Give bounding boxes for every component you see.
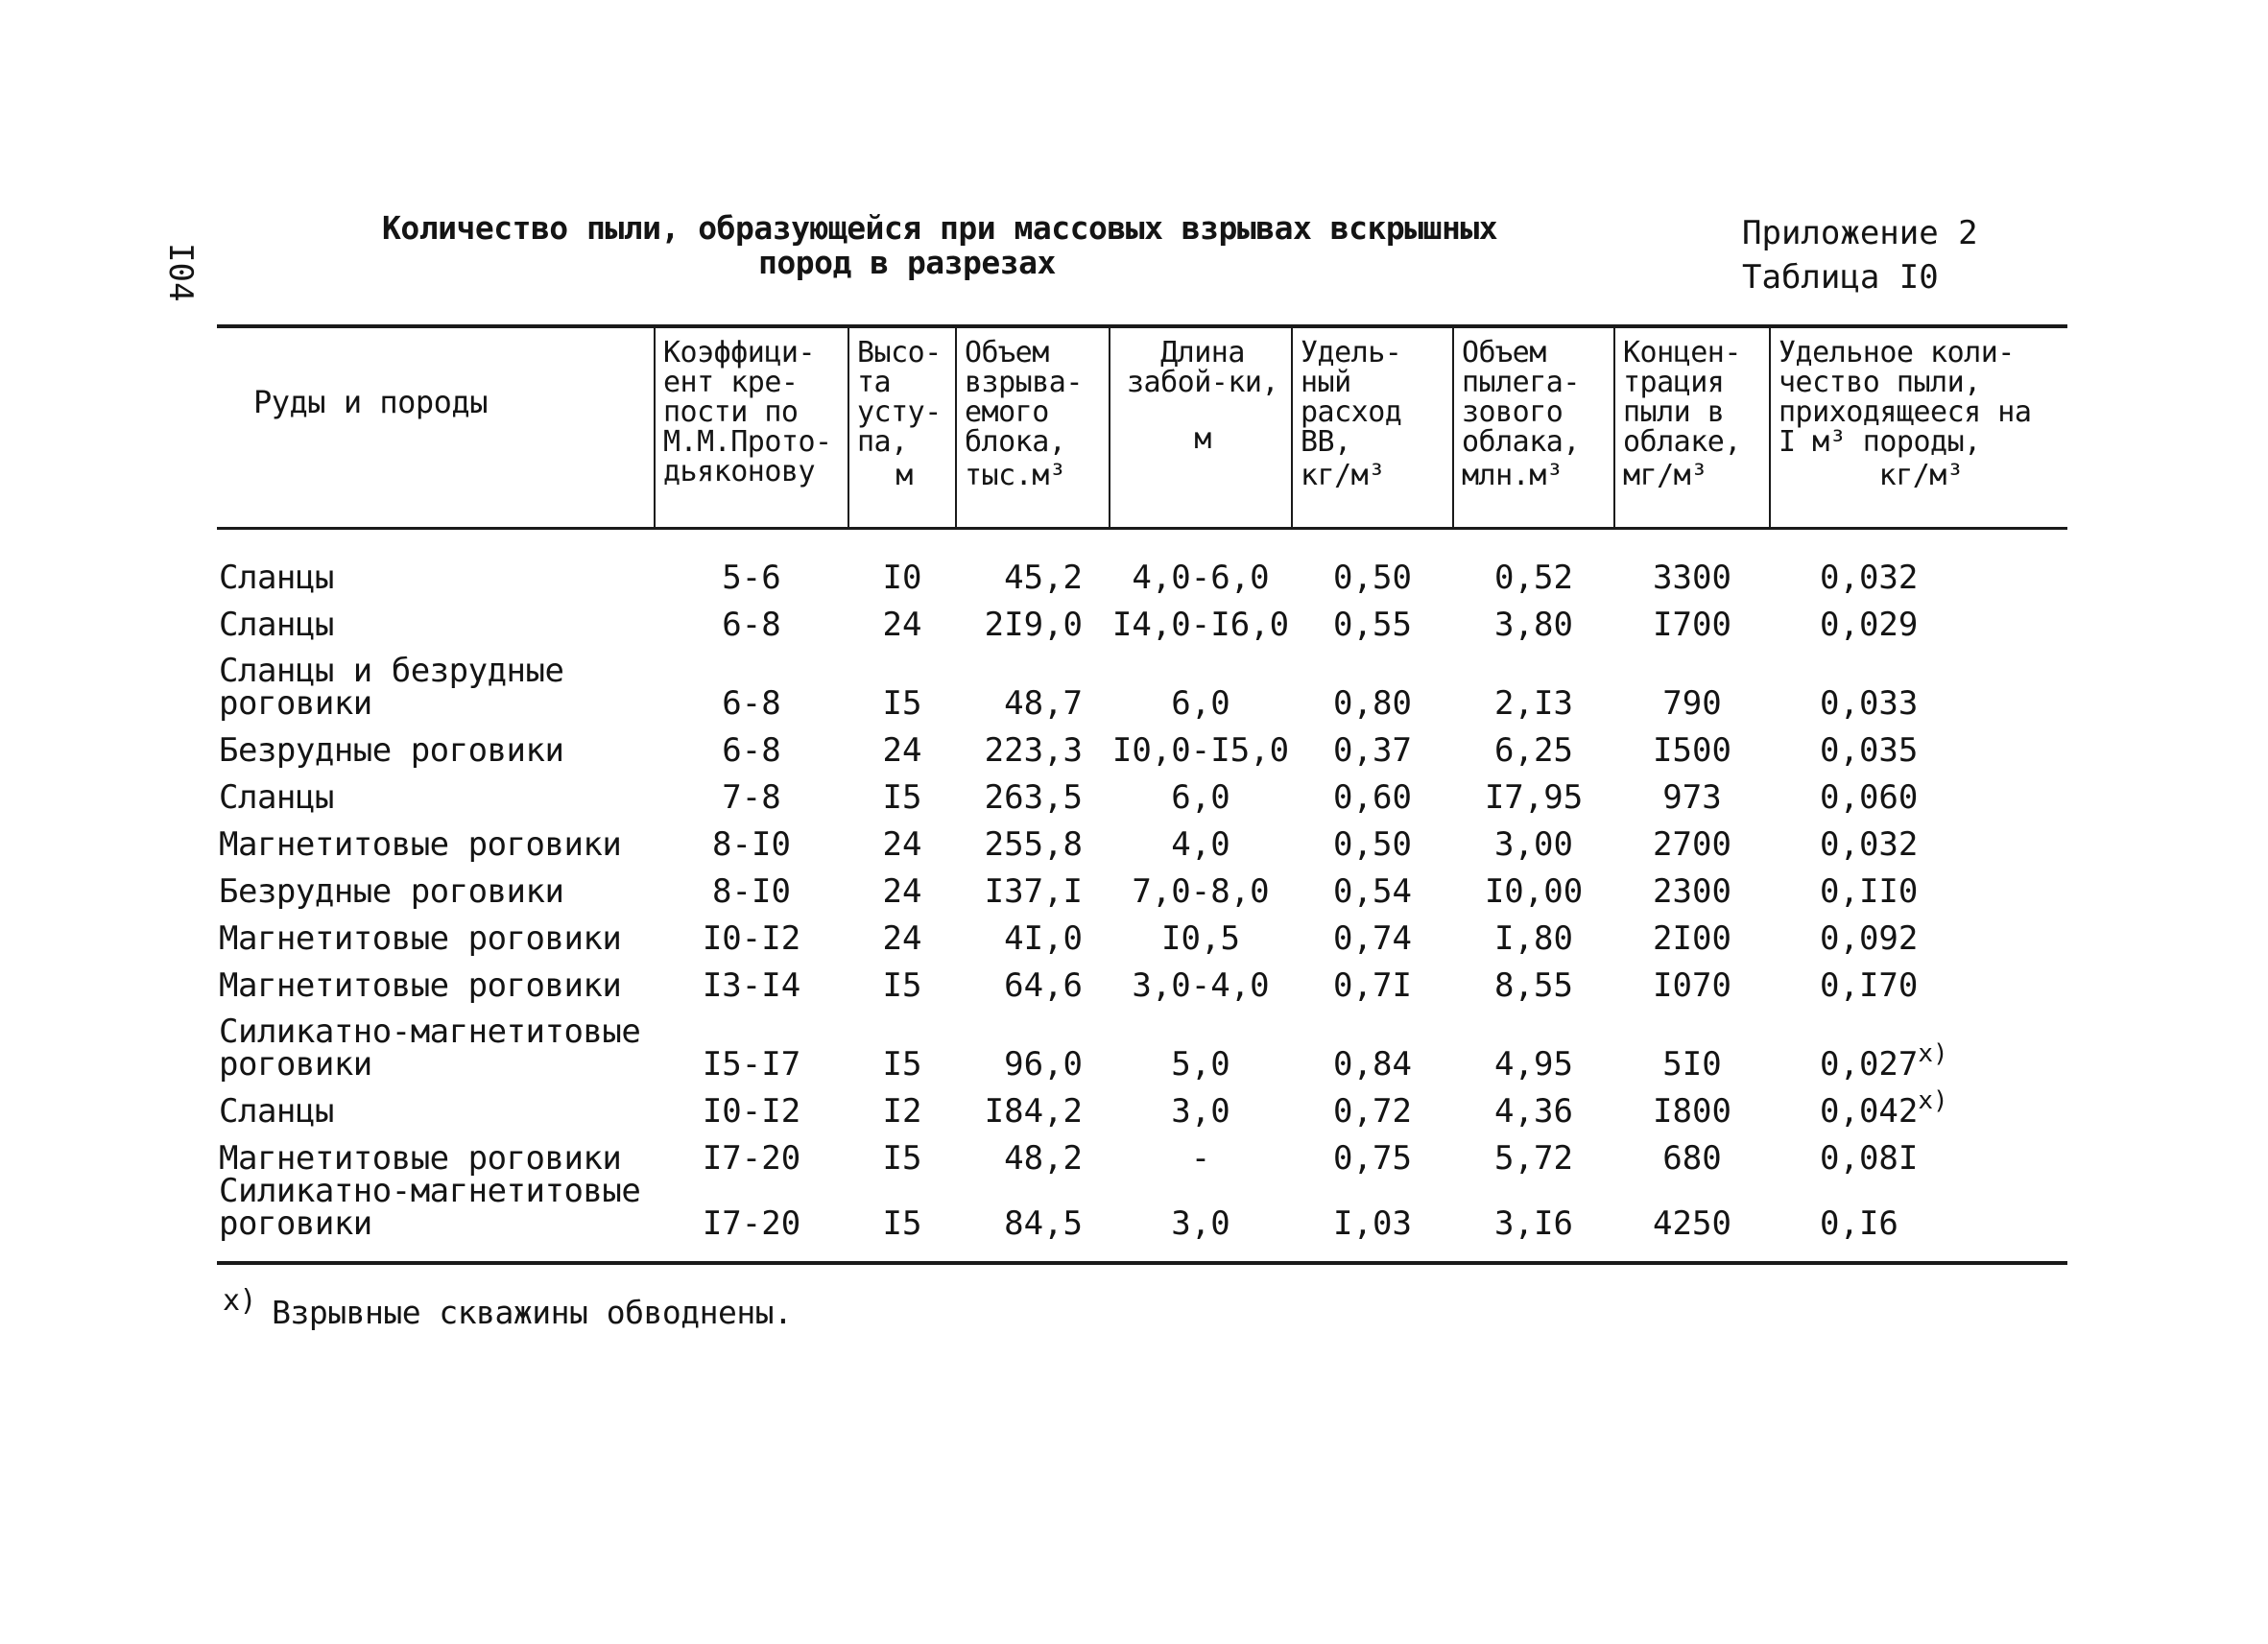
cloud-volume-value: 4,95	[1494, 1044, 1573, 1084]
table-row	[217, 528, 2067, 594]
rock-name: Силикатно-магнетитовые роговики	[217, 1175, 655, 1263]
stemming-value: 3,0	[1110, 1175, 1292, 1263]
hardness-value: I3-I4	[702, 965, 801, 1005]
concentration-value: 5I0	[1662, 1044, 1722, 1084]
footnote-mark: x)	[1918, 1085, 1948, 1115]
specific-dust-value: 0,I6	[1770, 1175, 2067, 1263]
hardness-value: I5-I7	[702, 1044, 801, 1084]
specific-dust-value: 0,035	[1820, 730, 1919, 770]
footnote-mark: x)	[1918, 1038, 1948, 1068]
header-bench-height: Высо-та усту-па, м	[848, 326, 956, 528]
hardness-value: 8-I0	[712, 824, 791, 864]
table-row	[217, 1002, 2067, 1081]
concentration-value: 973	[1662, 777, 1722, 817]
rock-name: Сланцы	[219, 558, 334, 597]
hardness-value: 6-8	[722, 683, 781, 723]
table-row	[217, 767, 2067, 814]
table-row	[217, 908, 2067, 955]
table-row	[217, 955, 2067, 1002]
concentration-value: I070	[1653, 965, 1731, 1005]
height-value: 24	[882, 605, 922, 644]
volume-value: 45,2	[1004, 558, 1083, 597]
rock-name: Магнетитовые роговики	[219, 918, 622, 958]
table-row	[217, 1081, 2067, 1128]
consumption-value: 0,72	[1333, 1091, 1412, 1131]
consumption-value: 0,54	[1333, 871, 1412, 911]
height-value: 24	[882, 824, 922, 864]
height-value: I5	[882, 965, 922, 1005]
volume-value: 84,5	[956, 1175, 1110, 1263]
volume-value: 2I9,0	[984, 605, 1083, 644]
volume-value: 48,7	[1004, 683, 1083, 723]
consumption-value: 0,84	[1333, 1044, 1412, 1084]
specific-dust-value: 0,032	[1820, 558, 1919, 597]
consumption-value: 0,60	[1333, 777, 1412, 817]
appendix-label	[1742, 211, 1978, 299]
stemming-value: 6,0	[1171, 777, 1230, 817]
hardness-value: I0-I2	[702, 1091, 801, 1131]
height-value: I5	[848, 1175, 956, 1263]
rock-name: Магнетитовые роговики	[219, 824, 622, 864]
specific-dust-value: 0,08I	[1820, 1138, 1919, 1178]
hardness-value: I7-20	[702, 1138, 801, 1178]
table-number: Таблица I0	[1742, 258, 1939, 297]
cloud-volume-value: I7,95	[1484, 777, 1584, 817]
height-value: I5	[882, 1138, 922, 1178]
table-header-row	[217, 326, 2067, 528]
rock-name: Силикатно-магнетитовые роговики	[219, 1012, 641, 1084]
height-value: I0	[882, 558, 922, 597]
hardness-value: I0-I2	[702, 918, 801, 958]
table-row	[217, 641, 2067, 720]
height-value: 24	[882, 730, 922, 770]
cloud-volume-value: 6,25	[1494, 730, 1573, 770]
specific-dust-value: 0,027$^{x)}$	[1820, 1038, 1948, 1084]
cloud-volume-value: 3,I6	[1453, 1175, 1614, 1263]
concentration-value: I800	[1653, 1091, 1731, 1131]
height-value: I5	[882, 683, 922, 723]
consumption-value: 0,80	[1333, 683, 1412, 723]
concentration-value: 2700	[1653, 824, 1731, 864]
hardness-value: I7-20	[655, 1175, 848, 1263]
table-row	[217, 594, 2067, 641]
concentration-value: 2300	[1653, 871, 1731, 911]
header-rock-type: Руды и породы	[217, 326, 655, 528]
concentration-value: 790	[1662, 683, 1722, 723]
rock-name: Безрудные роговики	[219, 871, 564, 911]
specific-dust-value: 0,060	[1820, 777, 1919, 817]
stemming-value: 3,0-4,0	[1132, 965, 1270, 1005]
rock-name: Сланцы	[219, 777, 334, 817]
consumption-value: I,03	[1292, 1175, 1453, 1263]
height-value: I2	[882, 1091, 922, 1131]
stemming-value: 4,0-6,0	[1132, 558, 1270, 597]
cloud-volume-value: 8,55	[1494, 965, 1573, 1005]
consumption-value: 0,37	[1333, 730, 1412, 770]
stemming-value: 5,0	[1171, 1044, 1230, 1084]
stemming-value: I0,5	[1161, 918, 1240, 958]
consumption-value: 0,7I	[1333, 965, 1412, 1005]
volume-value: I84,2	[984, 1091, 1083, 1131]
dust-table	[217, 324, 2067, 1265]
specific-dust-value: 0,029	[1820, 605, 1919, 644]
header-cloud-volume: Объем пылега-зового облака, млн.м³	[1453, 326, 1614, 528]
footnote-mark: x)	[223, 1284, 257, 1318]
footnote-text: Взрывные скважины обводнены.	[272, 1294, 793, 1331]
concentration-value: I700	[1653, 605, 1731, 644]
header-explosive-consumption: Удель-ный расход ВВ, кг/м³	[1292, 326, 1453, 528]
hardness-value: 6-8	[722, 730, 781, 770]
document-title	[382, 211, 1534, 280]
height-value: 24	[882, 871, 922, 911]
cloud-volume-value: 5,72	[1494, 1138, 1573, 1178]
consumption-value: 0,55	[1333, 605, 1412, 644]
volume-value: 255,8	[984, 824, 1083, 864]
stemming-value: 7,0-8,0	[1132, 871, 1270, 911]
rock-name: Сланцы и безрудные роговики	[219, 651, 564, 723]
table-row	[217, 1128, 2067, 1175]
height-value: I5	[882, 1044, 922, 1084]
specific-dust-value: 0,II0	[1820, 871, 1919, 911]
hardness-value: 7-8	[722, 777, 781, 817]
cloud-volume-value: 3,00	[1494, 824, 1573, 864]
cloud-volume-value: I0,00	[1484, 871, 1584, 911]
volume-value: 4I,0	[1004, 918, 1083, 958]
header-hardness-coefficient: Коэффици-ент кре-пости по М.М.Прото-дьяконову	[655, 326, 848, 528]
stemming-value: 3,0	[1171, 1091, 1230, 1131]
volume-value: 96,0	[1004, 1044, 1083, 1084]
volume-value: 223,3	[984, 730, 1083, 770]
volume-value: 64,6	[1004, 965, 1083, 1005]
table-row	[217, 861, 2067, 908]
title-line-1: Количество пыли, образующейся при массовых взрывах вскрышных	[382, 209, 1498, 247]
specific-dust-value: 0,042$^{x)}$	[1820, 1085, 1948, 1131]
height-value: 24	[882, 918, 922, 958]
specific-dust-value: 0,033	[1820, 683, 1919, 723]
hardness-value: 5-6	[722, 558, 781, 597]
header-dust-concentration: Концен-трация пыли в облаке, мг/м³	[1614, 326, 1770, 528]
page-number: I04	[161, 243, 200, 302]
concentration-value: 2I00	[1653, 918, 1731, 958]
specific-dust-value: 0,032	[1820, 824, 1919, 864]
header-block-volume: Объем взрыва-емого блока, тыс.м³	[956, 326, 1110, 528]
table-row	[217, 720, 2067, 767]
stemming-value: 4,0	[1171, 824, 1230, 864]
stemming-value: 6,0	[1171, 683, 1230, 723]
rock-name: Сланцы	[219, 605, 334, 644]
cloud-volume-value: 3,80	[1494, 605, 1573, 644]
stemming-value: -	[1190, 1138, 1211, 1178]
concentration-value: 3300	[1653, 558, 1731, 597]
header-stemming-length: Длина забой-ки, м	[1110, 326, 1292, 528]
height-value: I5	[882, 777, 922, 817]
stemming-value: I0,0-I5,0	[1111, 730, 1290, 770]
consumption-value: 0,50	[1333, 824, 1412, 864]
consumption-value: 0,75	[1333, 1138, 1412, 1178]
concentration-value: 680	[1662, 1138, 1722, 1178]
volume-value: I37,I	[984, 871, 1083, 911]
consumption-value: 0,50	[1333, 558, 1412, 597]
specific-dust-value: 0,I70	[1820, 965, 1919, 1005]
rock-name: Магнетитовые роговики	[219, 965, 622, 1005]
hardness-value: 8-I0	[712, 871, 791, 911]
cloud-volume-value: I,80	[1494, 918, 1573, 958]
table-row	[217, 1175, 2067, 1263]
cloud-volume-value: 2,I3	[1494, 683, 1573, 723]
consumption-value: 0,74	[1333, 918, 1412, 958]
header-specific-dust: Удельное коли-чество пыли, приходящееся на I м³ породы, кг/м³	[1770, 326, 2067, 528]
volume-value: 48,2	[1004, 1138, 1083, 1178]
cloud-volume-value: 0,52	[1494, 558, 1573, 597]
concentration-value: 4250	[1614, 1175, 1770, 1263]
hardness-value: 6-8	[722, 605, 781, 644]
title-line-2: пород в разрезах	[758, 244, 1056, 281]
specific-dust-value: 0,092	[1820, 918, 1919, 958]
rock-name: Магнетитовые роговики	[219, 1138, 622, 1178]
concentration-value: I500	[1653, 730, 1731, 770]
stemming-value: I4,0-I6,0	[1111, 605, 1290, 644]
appendix-number: Приложение 2	[1742, 214, 1978, 252]
cloud-volume-value: 4,36	[1494, 1091, 1573, 1131]
volume-value: 263,5	[984, 777, 1083, 817]
table-row	[217, 814, 2067, 861]
rock-name: Безрудные роговики	[219, 730, 564, 770]
footnote	[223, 1284, 792, 1331]
rock-name: Сланцы	[219, 1091, 334, 1131]
